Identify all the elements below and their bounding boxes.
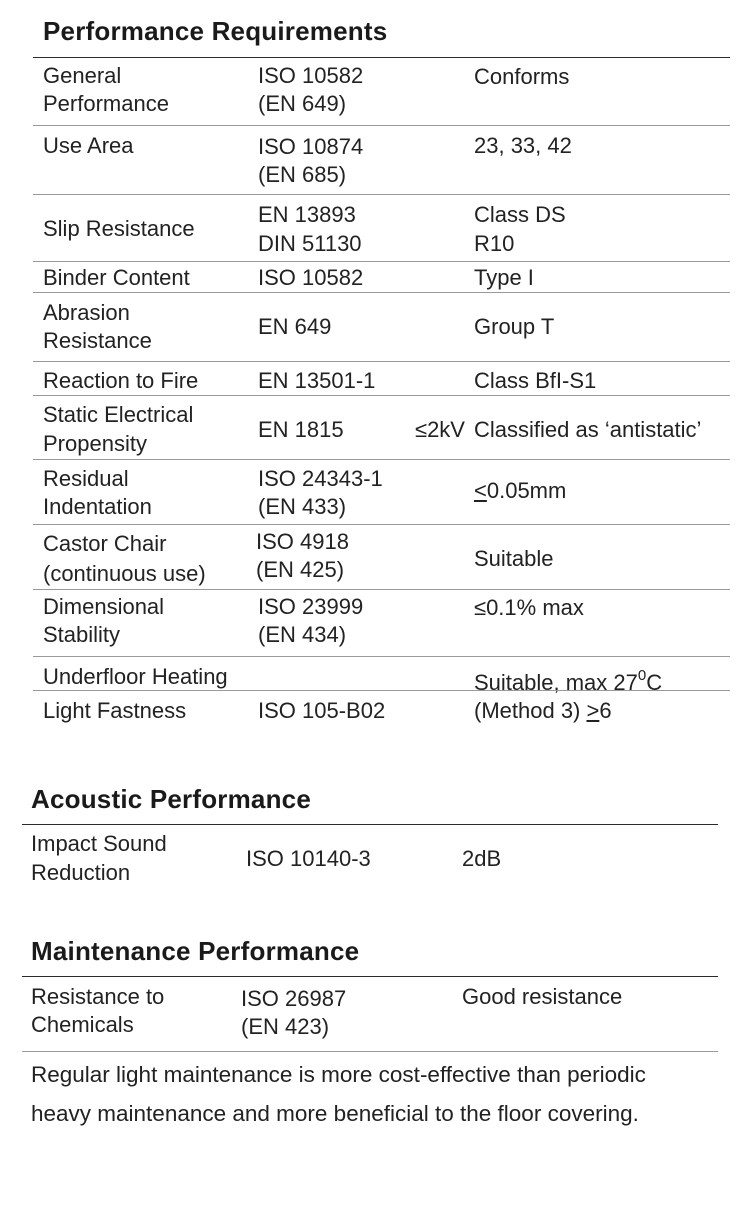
standard-chemicals-line2: (EN 423) <box>241 1014 330 1039</box>
standard-castor-chair-line2: (EN 425) <box>256 557 345 582</box>
result-binder-content: Type I <box>474 265 534 290</box>
property-residual-indentation-line2: Indentation <box>43 494 152 519</box>
maintenance-note-line1: Regular light maintenance is more cost-effective than periodic <box>31 1062 646 1087</box>
property-dimensional-stability-line1: Dimensional <box>43 594 165 619</box>
row-divider <box>33 656 730 657</box>
less-equal-symbol: < <box>474 478 487 503</box>
result-general-performance: Conforms <box>474 64 570 89</box>
property-use-area: Use Area <box>43 133 134 158</box>
result-castor-chair: Suitable <box>474 546 554 571</box>
property-general-performance-line2: Performance <box>43 91 169 116</box>
standard-castor-chair-line1: ISO 4918 <box>256 529 349 554</box>
row-divider <box>22 1051 718 1052</box>
standard-use-area-line2: (EN 685) <box>258 162 347 187</box>
standard-slip-resistance-line1: EN 13893 <box>258 202 356 227</box>
row-divider <box>33 361 730 362</box>
property-binder-content: Binder Content <box>43 265 190 290</box>
result-underfloor-heating-text: Suitable, max 27 <box>474 670 638 695</box>
property-abrasion-resistance-line1: Abrasion <box>43 300 130 325</box>
result-residual-indentation <box>474 477 566 505</box>
result-use-area: 23, 33, 42 <box>474 133 572 158</box>
standard-general-performance-line2: (EN 649) <box>258 91 347 116</box>
standard-general-performance-line1: ISO 10582 <box>258 63 364 88</box>
property-abrasion-resistance-line2: Resistance <box>43 328 152 353</box>
standard-use-area-line1: ISO 10874 <box>258 134 364 159</box>
row-divider <box>33 395 730 396</box>
result-impact-sound: 2dB <box>462 846 502 871</box>
result-dimensional-stability: ≤0.1% max <box>474 595 584 620</box>
standard-dimensional-stability-line1: ISO 23999 <box>258 594 364 619</box>
row-divider <box>33 292 730 293</box>
property-impact-sound-line2: Reduction <box>31 860 131 885</box>
standard-abrasion-resistance: EN 649 <box>258 314 332 339</box>
acoustic-header-rule <box>22 824 718 825</box>
standard-slip-resistance-line2: DIN 51130 <box>258 231 362 256</box>
row-divider <box>33 261 730 262</box>
row-divider <box>33 194 730 195</box>
row-divider <box>33 459 730 460</box>
property-impact-sound-line1: Impact Sound <box>31 831 167 856</box>
result-reaction-to-fire: Class BfI-S1 <box>474 368 597 393</box>
result-static-electrical-prefix: ≤2kV <box>415 417 465 442</box>
result-residual-indentation-value: 0.05mm <box>486 478 567 503</box>
result-static-electrical: Classified as ‘antistatic’ <box>474 417 702 442</box>
property-static-electrical-line2: Propensity <box>43 431 147 456</box>
property-dimensional-stability-line2: Stability <box>43 622 121 647</box>
property-reaction-to-fire: Reaction to Fire <box>43 368 199 393</box>
standard-static-electrical: EN 1815 <box>258 417 344 442</box>
property-light-fastness: Light Fastness <box>43 698 187 723</box>
property-castor-chair-line2: (continuous use) <box>43 561 206 586</box>
standard-residual-indentation-line1: ISO 24343-1 <box>258 466 383 491</box>
result-abrasion-resistance: Group T <box>474 314 555 339</box>
property-underfloor-heating: Underfloor Heating <box>43 664 228 689</box>
property-chemicals-line2: Chemicals <box>31 1012 134 1037</box>
result-underfloor-heating-unit: C <box>646 670 663 695</box>
result-light-fastness-text: (Method 3) <box>474 698 587 723</box>
acoustic-section-title: Acoustic Performance <box>31 784 311 814</box>
row-divider <box>33 690 730 691</box>
performance-section-title: Performance Requirements <box>43 16 388 46</box>
standard-reaction-to-fire: EN 13501-1 <box>258 368 376 393</box>
standard-binder-content: ISO 10582 <box>258 265 364 290</box>
row-divider <box>33 125 730 126</box>
standard-light-fastness: ISO 105-B02 <box>258 698 386 723</box>
standard-impact-sound: ISO 10140-3 <box>246 846 371 871</box>
row-divider <box>33 524 730 525</box>
result-slip-resistance-line2: R10 <box>474 231 515 256</box>
standard-residual-indentation-line2: (EN 433) <box>258 494 347 519</box>
property-static-electrical-line1: Static Electrical <box>43 402 194 427</box>
property-residual-indentation-line1: Residual <box>43 466 129 491</box>
maintenance-header-rule <box>22 976 718 977</box>
result-light-fastness <box>474 697 612 725</box>
performance-header-rule <box>33 57 730 58</box>
result-underfloor-heating <box>474 662 662 697</box>
result-chemicals: Good resistance <box>462 984 623 1009</box>
result-light-fastness-value: 6 <box>599 698 612 723</box>
property-slip-resistance: Slip Resistance <box>43 216 195 241</box>
property-chemicals-line1: Resistance to <box>31 984 165 1009</box>
standard-chemicals-line1: ISO 26987 <box>241 986 347 1011</box>
standard-dimensional-stability-line2: (EN 434) <box>258 622 347 647</box>
property-general-performance-line1: General <box>43 63 122 88</box>
row-divider <box>33 589 730 590</box>
greater-equal-symbol: > <box>586 698 600 723</box>
result-slip-resistance-line1: Class DS <box>474 202 566 227</box>
maintenance-section-title: Maintenance Performance <box>31 936 360 966</box>
maintenance-note-line2: heavy maintenance and more beneficial to the floor covering. <box>31 1101 639 1126</box>
degree-superscript: 0 <box>637 667 647 684</box>
property-castor-chair-line1: Castor Chair <box>43 531 167 556</box>
